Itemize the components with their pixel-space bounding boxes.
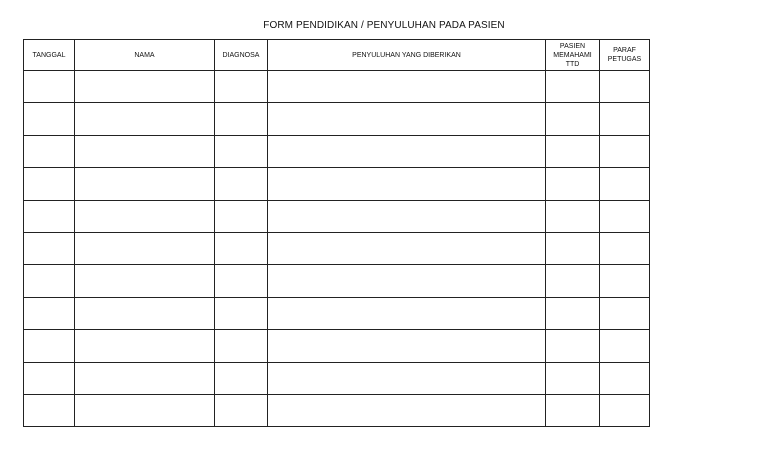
cell-tanggal[interactable]	[24, 168, 75, 200]
cell-penyuluhan[interactable]	[268, 135, 546, 167]
cell-memahami[interactable]	[546, 135, 600, 167]
form-body	[24, 71, 650, 427]
table-row	[24, 265, 650, 297]
cell-nama[interactable]	[75, 71, 215, 103]
table-row	[24, 135, 650, 167]
cell-memahami[interactable]	[546, 330, 600, 362]
cell-paraf[interactable]	[600, 394, 650, 426]
cell-diagnosa[interactable]	[215, 265, 268, 297]
cell-memahami[interactable]	[546, 394, 600, 426]
header-nama: NAMA	[75, 40, 215, 71]
header-pasien-memahami-line-3: TTD	[565, 60, 580, 68]
form-title: FORM PENDIDIKAN / PENYULUHAN PADA PASIEN	[263, 20, 505, 31]
table-row	[24, 168, 650, 200]
cell-tanggal[interactable]	[24, 362, 75, 394]
cell-tanggal[interactable]	[24, 135, 75, 167]
table-row	[24, 330, 650, 362]
cell-paraf[interactable]	[600, 297, 650, 329]
cell-tanggal[interactable]	[24, 232, 75, 264]
header-paraf-petugas-line-2: PETUGAS	[607, 56, 642, 63]
cell-diagnosa[interactable]	[215, 362, 268, 394]
header-tanggal: TANGGAL	[24, 40, 75, 71]
cell-memahami[interactable]	[546, 362, 600, 394]
table-row	[24, 200, 650, 232]
cell-paraf[interactable]	[600, 232, 650, 264]
cell-memahami[interactable]	[546, 168, 600, 200]
table-row	[24, 362, 650, 394]
header-pasien-memahami-line-2: MEMAHAMI	[553, 51, 592, 59]
cell-nama[interactable]	[75, 232, 215, 264]
cell-nama[interactable]	[75, 103, 215, 135]
cell-paraf[interactable]	[600, 103, 650, 135]
header-pasien-memahami-line-1: PASIEN	[559, 42, 586, 50]
cell-memahami[interactable]	[546, 265, 600, 297]
cell-penyuluhan[interactable]	[268, 168, 546, 200]
cell-tanggal[interactable]	[24, 200, 75, 232]
cell-diagnosa[interactable]	[215, 135, 268, 167]
cell-penyuluhan[interactable]	[268, 200, 546, 232]
cell-diagnosa[interactable]	[215, 297, 268, 329]
cell-memahami[interactable]	[546, 297, 600, 329]
cell-penyuluhan[interactable]	[268, 232, 546, 264]
cell-tanggal[interactable]	[24, 297, 75, 329]
cell-memahami[interactable]	[546, 232, 600, 264]
education-form-table	[23, 39, 650, 427]
header-diagnosa: DIAGNOSA	[215, 40, 268, 71]
header-pasien-memahami	[546, 40, 600, 71]
cell-penyuluhan[interactable]	[268, 297, 546, 329]
header-row	[24, 40, 650, 71]
cell-penyuluhan[interactable]	[268, 394, 546, 426]
table-row	[24, 71, 650, 103]
cell-memahami[interactable]	[546, 71, 600, 103]
cell-nama[interactable]	[75, 297, 215, 329]
table-row	[24, 394, 650, 426]
cell-diagnosa[interactable]	[215, 71, 268, 103]
cell-tanggal[interactable]	[24, 71, 75, 103]
cell-paraf[interactable]	[600, 135, 650, 167]
cell-paraf[interactable]	[600, 71, 650, 103]
cell-nama[interactable]	[75, 168, 215, 200]
cell-diagnosa[interactable]	[215, 232, 268, 264]
cell-nama[interactable]	[75, 362, 215, 394]
cell-penyuluhan[interactable]	[268, 362, 546, 394]
cell-nama[interactable]	[75, 200, 215, 232]
cell-diagnosa[interactable]	[215, 394, 268, 426]
header-paraf-petugas	[600, 40, 650, 71]
cell-penyuluhan[interactable]	[268, 103, 546, 135]
header-paraf-petugas-line-1: PARAF	[613, 47, 636, 54]
table-row	[24, 103, 650, 135]
cell-memahami[interactable]	[546, 103, 600, 135]
cell-tanggal[interactable]	[24, 103, 75, 135]
cell-nama[interactable]	[75, 394, 215, 426]
cell-penyuluhan[interactable]	[268, 265, 546, 297]
cell-diagnosa[interactable]	[215, 330, 268, 362]
cell-diagnosa[interactable]	[215, 103, 268, 135]
cell-tanggal[interactable]	[24, 394, 75, 426]
cell-paraf[interactable]	[600, 200, 650, 232]
cell-diagnosa[interactable]	[215, 168, 268, 200]
header-penyuluhan: PENYULUHAN YANG DIBERIKAN	[268, 40, 546, 71]
cell-penyuluhan[interactable]	[268, 71, 546, 103]
cell-paraf[interactable]	[600, 168, 650, 200]
table-row	[24, 297, 650, 329]
cell-tanggal[interactable]	[24, 330, 75, 362]
cell-nama[interactable]	[75, 265, 215, 297]
cell-nama[interactable]	[75, 330, 215, 362]
cell-penyuluhan[interactable]	[268, 330, 546, 362]
cell-paraf[interactable]	[600, 362, 650, 394]
table-row	[24, 232, 650, 264]
cell-paraf[interactable]	[600, 330, 650, 362]
cell-nama[interactable]	[75, 135, 215, 167]
cell-tanggal[interactable]	[24, 265, 75, 297]
cell-paraf[interactable]	[600, 265, 650, 297]
cell-memahami[interactable]	[546, 200, 600, 232]
cell-diagnosa[interactable]	[215, 200, 268, 232]
